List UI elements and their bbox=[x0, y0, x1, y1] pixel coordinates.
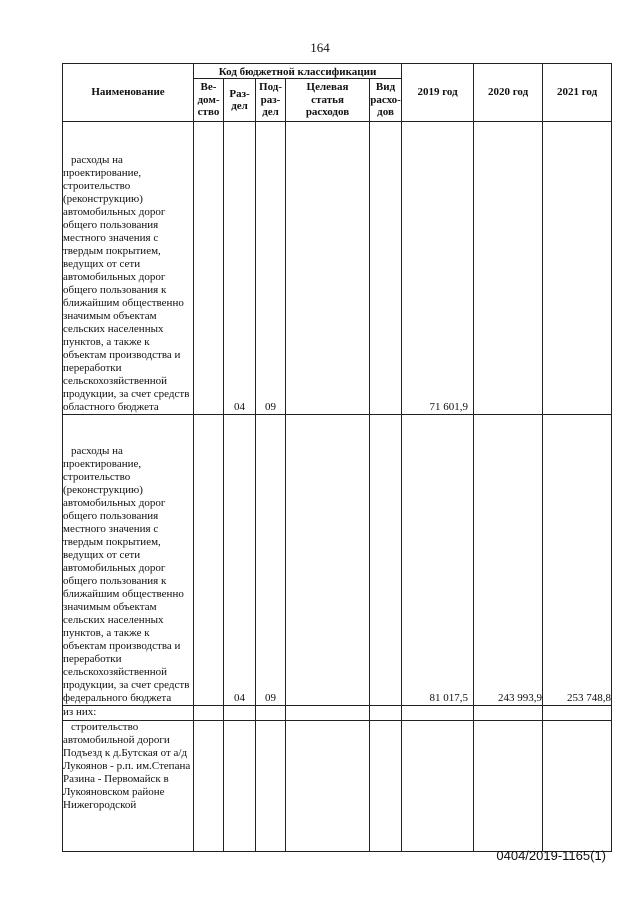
table-row bbox=[63, 721, 612, 852]
row-target bbox=[286, 415, 370, 706]
col-header-2020: 2020 год bbox=[474, 64, 543, 122]
row-department bbox=[194, 721, 224, 852]
row-target bbox=[286, 122, 370, 415]
row-section: 04 bbox=[224, 122, 256, 415]
row-value-2020 bbox=[474, 706, 543, 721]
row-value-2019: 71 601,9 bbox=[402, 122, 474, 415]
row-value-2019 bbox=[402, 706, 474, 721]
row-value-2021 bbox=[543, 122, 612, 415]
document-number: 0404/2019-1165(1) bbox=[496, 848, 606, 863]
row-department bbox=[194, 706, 224, 721]
row-value-2020 bbox=[474, 122, 543, 415]
row-department bbox=[194, 122, 224, 415]
row-subsection bbox=[256, 706, 286, 721]
col-header-department: Ве- дом- ство bbox=[194, 79, 224, 122]
row-section bbox=[224, 721, 256, 852]
col-header-target: Целевая статья расходов bbox=[286, 79, 370, 122]
row-expense-type bbox=[370, 415, 402, 706]
row-subsection: 09 bbox=[256, 415, 286, 706]
col-header-2019: 2019 год bbox=[402, 64, 474, 122]
row-target bbox=[286, 706, 370, 721]
row-name: расходы на проектирование, строительство (реконструкцию) автомобильных дорог общего пользования местного значения с твердым покрытием, ведущих от сети автомобильных дорог общего пользования к ближайшим общественно значимым объектам сельских населенных пунктов, а также к объектам производства и переработки сельскохозяйственной продукции, за счет средств областного бюджета bbox=[63, 122, 194, 415]
row-value-2021 bbox=[543, 721, 612, 852]
row-subsection bbox=[256, 721, 286, 852]
col-header-name: Наименование bbox=[63, 64, 194, 122]
row-name: из них: bbox=[63, 706, 194, 721]
col-header-section: Раз- дел bbox=[224, 79, 256, 122]
row-name: расходы на проектирование, строительство (реконструкцию) автомобильных дорог общего пользования местного значения с твердым покрытием, ведущих от сети автомобильных дорог общего пользования к ближайшим общественно значимым объектам сельских населенных пунктов, а также к объектам производства и переработки сельскохозяйственной продукции, за счет средств федерального бюджета bbox=[63, 415, 194, 706]
row-expense-type bbox=[370, 721, 402, 852]
col-header-2021: 2021 год bbox=[543, 64, 612, 122]
row-department bbox=[194, 415, 224, 706]
col-header-expense-type: Вид расхо- дов bbox=[370, 79, 402, 122]
table-row bbox=[63, 122, 612, 415]
row-section bbox=[224, 706, 256, 721]
row-value-2021: 253 748,8 bbox=[543, 415, 612, 706]
page-number: 164 bbox=[310, 40, 330, 55]
row-value-2021 bbox=[543, 706, 612, 721]
row-value-2019 bbox=[402, 721, 474, 852]
row-subsection: 09 bbox=[256, 122, 286, 415]
table-row bbox=[63, 415, 612, 706]
row-value-2020: 243 993,9 bbox=[474, 415, 543, 706]
row-expense-type bbox=[370, 706, 402, 721]
col-header-subsection: Под- раз- дел bbox=[256, 79, 286, 122]
table-row bbox=[63, 706, 612, 721]
row-target bbox=[286, 721, 370, 852]
row-value-2019: 81 017,5 bbox=[402, 415, 474, 706]
col-header-code-group: Код бюджетной классификации bbox=[194, 64, 402, 79]
row-value-2020 bbox=[474, 721, 543, 852]
row-expense-type bbox=[370, 122, 402, 415]
header-row-1 bbox=[63, 64, 612, 79]
row-section: 04 bbox=[224, 415, 256, 706]
row-name: строительство автомобильной дороги Подъезд к д.Бутская от а/д Лукоянов - р.п. им.Степана Разина - Первомайск в Лукояновском районе Нижегородской bbox=[63, 721, 194, 852]
budget-table bbox=[62, 63, 612, 852]
